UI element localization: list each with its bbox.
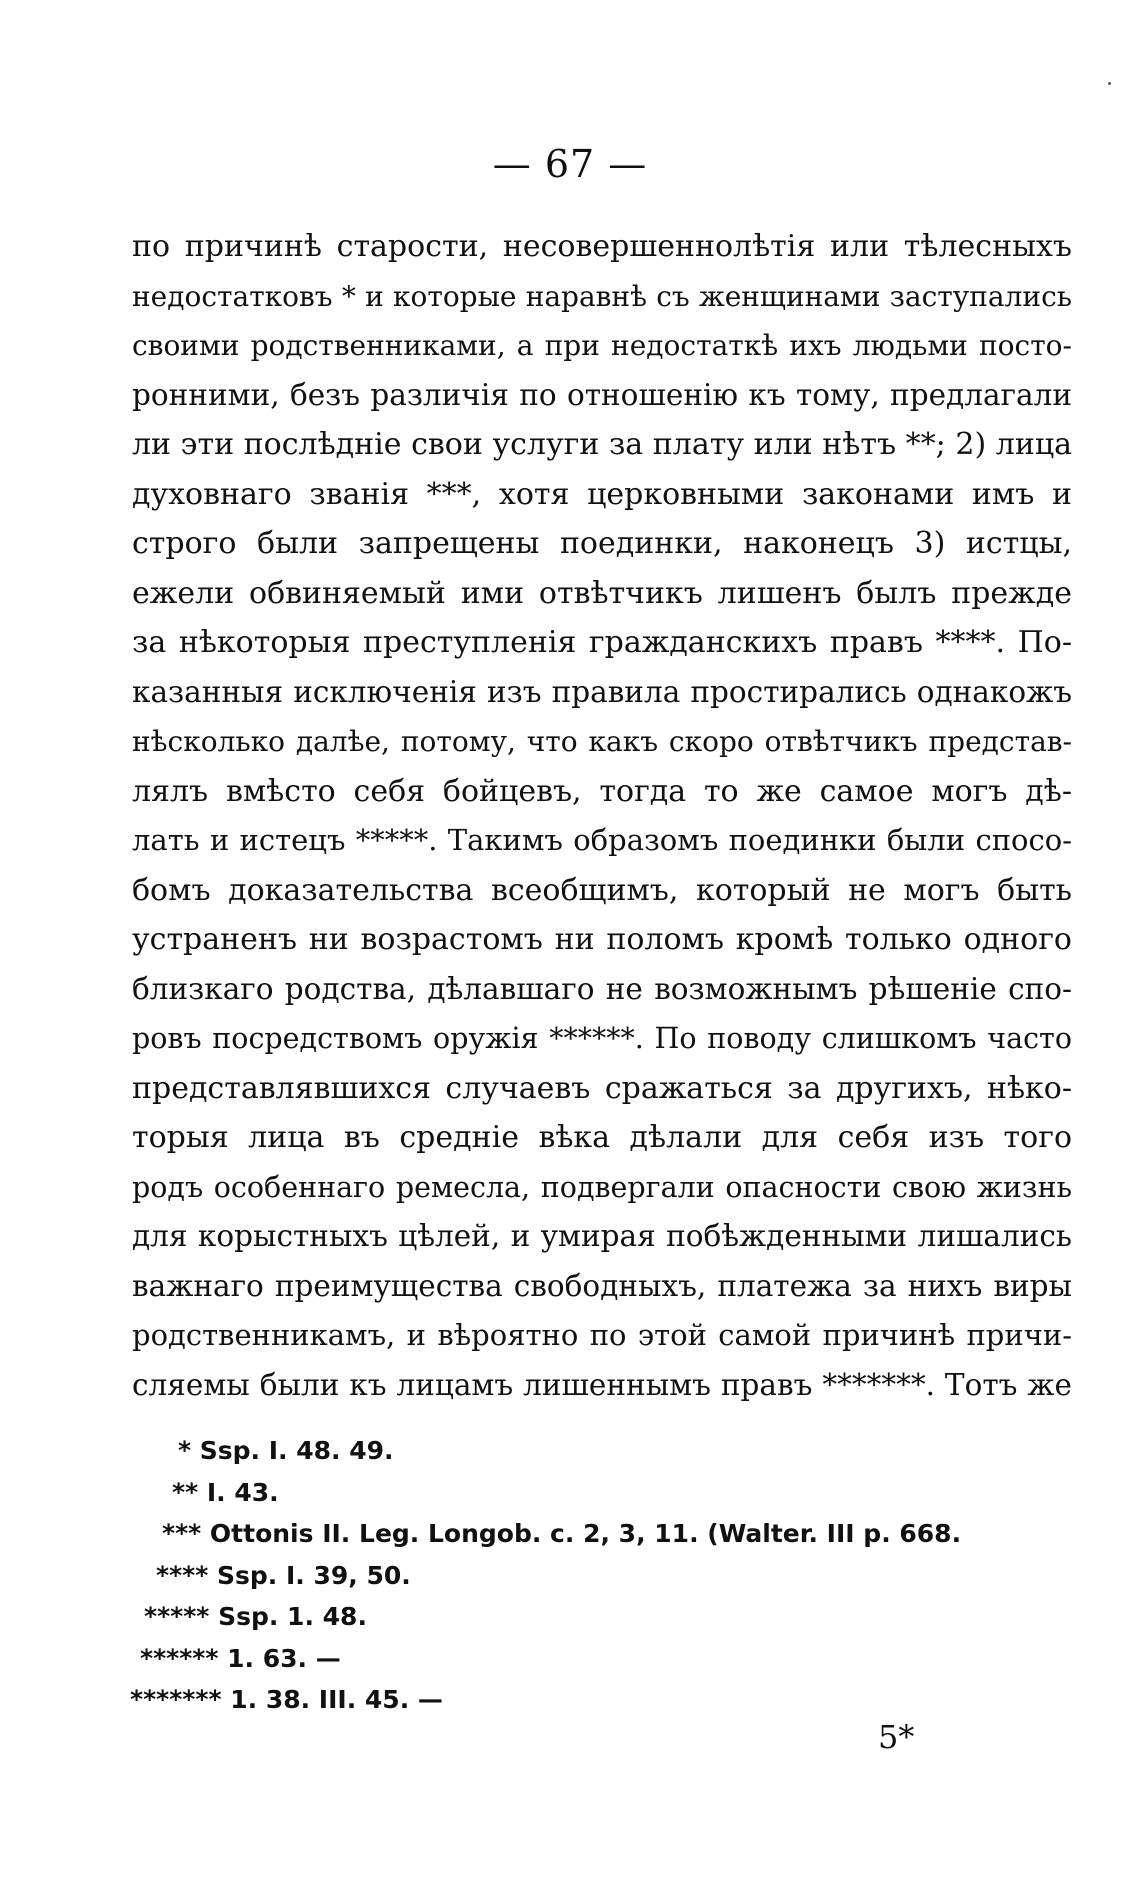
text-line: для корыстныхъ цѣлей, и умирая побѣжденными лишались — [132, 1219, 1072, 1253]
text-line: недостатковъ * и которые наравнѣ съ женщинами заступались — [132, 279, 1072, 313]
text-line: торыя лица въ средніе вѣка дѣлали для себя изъ того — [132, 1120, 1072, 1155]
footnote: ****** 1. 63. — — [140, 1643, 341, 1673]
page-number: — 67 — — [492, 142, 648, 186]
edge-speck — [1108, 82, 1111, 85]
text-line: ежели обвиняемый ими отвѣтчикъ лишенъ былъ прежде — [132, 575, 1072, 611]
text-line: ровъ посредствомъ оружія ******. По поводу слишкомъ часто — [132, 1022, 1072, 1055]
text-line: ронними, безъ различія по отношенію къ тому, предлагали — [132, 377, 1072, 412]
footnotes — [120, 1430, 1020, 1721]
text-line: за нѣкоторыя преступленія гражданскихъ правъ ****. По- — [132, 625, 1072, 660]
footnote: ******* 1. 38. III. 45. — — [130, 1685, 443, 1714]
text-line: бомъ доказательства всеобщимъ, который не могъ быть — [132, 872, 1072, 908]
text-line: близкаго родства, дѣлавшаго не возможнымъ рѣшеніе спо- — [132, 971, 1072, 1006]
text-line: нѣсколько далѣе, потому, что какъ скоро отвѣтчикъ представ- — [132, 725, 1072, 758]
main-text — [132, 222, 1072, 1410]
footnote: *** Ottonis II. Leg. Longob. c. 2, 3, 11. (Walter. III p. 668. — [162, 1519, 962, 1548]
text-line: важнаго преимущества свободныхъ, платежа за нихъ виры — [132, 1268, 1072, 1303]
text-line: духовнаго званія ***, хотя церковными законами имъ и — [132, 476, 1072, 512]
footnote: **** Ssp. I. 39, 50. — [156, 1560, 411, 1590]
text-line: сляемы были къ лицамъ лишеннымъ правъ *******. Тотъ же — [132, 1367, 1072, 1402]
text-line: родъ особеннаго ремесла, подвергали опасности свою жизнь — [132, 1170, 1072, 1204]
text-line: устраненъ ни возрастомъ ни поломъ кромѣ только одного — [132, 922, 1072, 957]
text-line: представлявшихся случаевъ сражаться за другихъ, нѣко- — [132, 1070, 1072, 1106]
text-line: своими родственниками, а при недостаткѣ ихъ людьми посто- — [132, 329, 1072, 362]
text-line: родственникамъ, и вѣроятно по этой самой причинѣ причи- — [132, 1318, 1072, 1352]
footnote: * Ssp. I. 48. 49. — [178, 1436, 394, 1465]
signature-mark: 5* — [878, 1718, 915, 1756]
text-line: лялъ вмѣсто себя бойцевъ, тогда то же самое могъ дѣ- — [132, 773, 1072, 809]
text-line: ли эти послѣдніе свои услуги за плату или нѣтъ **; 2) лица — [132, 427, 1072, 462]
text-line: по причинѣ старости, несовершеннолѣтія или тѣлесныхъ — [132, 229, 1072, 264]
text-line: лать и истецъ *****. Такимъ образомъ поединки были спосо- — [132, 823, 1072, 857]
footnote: ***** Ssp. 1. 48. — [144, 1602, 367, 1631]
footnote: ** I. 43. — [172, 1477, 279, 1507]
text-line: строго были запрещены поединки, наконецъ 3) истцы, — [132, 526, 1072, 561]
text-line: казанныя исключенія изъ правила простирались однакожъ — [132, 674, 1072, 709]
